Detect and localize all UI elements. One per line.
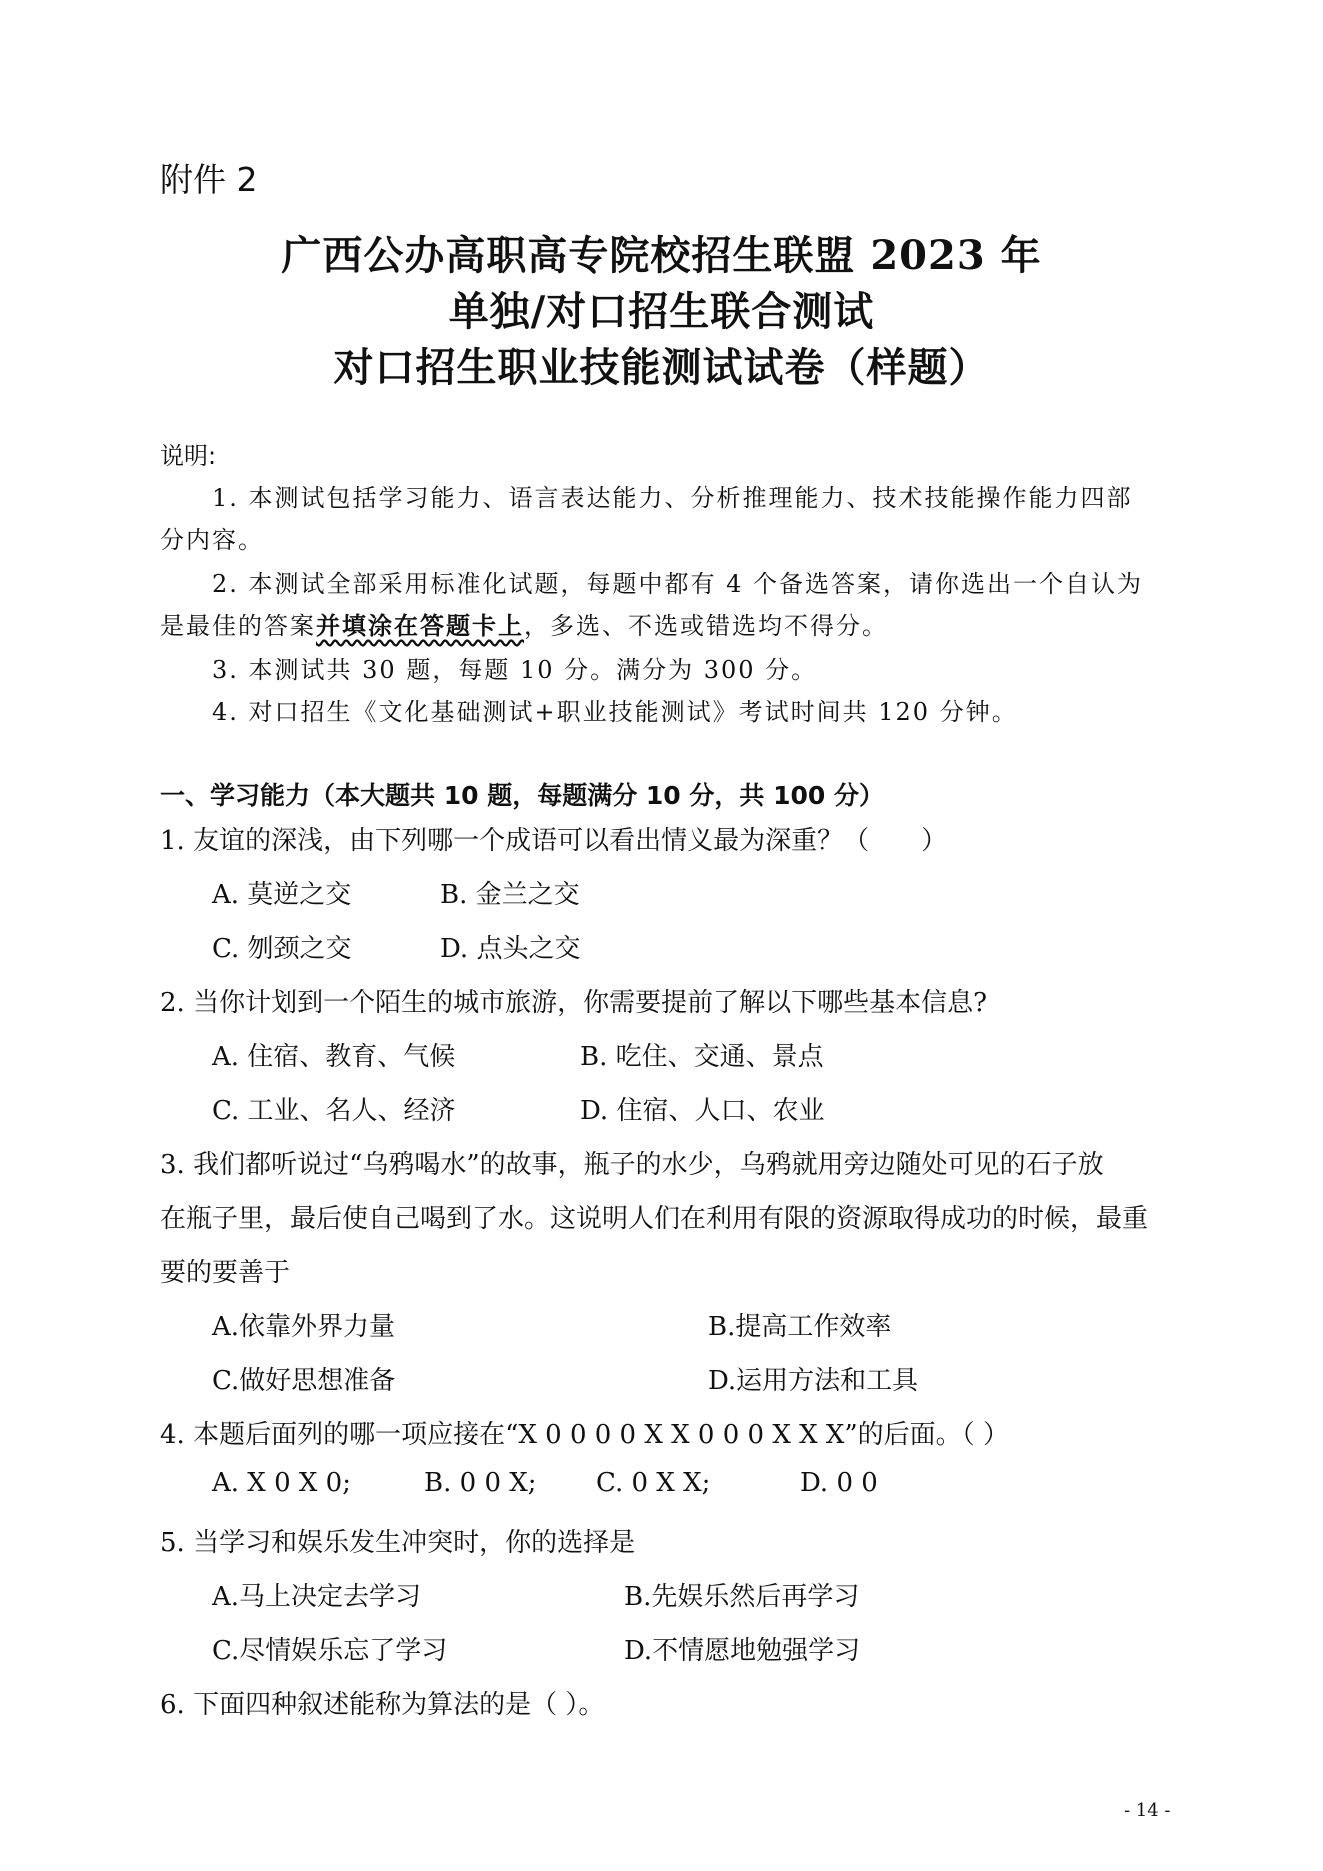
note-3: 3. 本测试共 30 题，每题 10 分。满分为 300 分。 bbox=[212, 656, 818, 684]
q4-option-c: C. 0 X X; bbox=[596, 1468, 711, 1498]
q3-option-d: D.运用方法和工具 bbox=[708, 1366, 919, 1396]
note-2-line-1: 2. 本测试全部采用标准化试题，每题中都有 4 个备选答案，请你选出一个自认为 bbox=[212, 570, 1144, 598]
section-1-heading: 一、学习能力（本大题共 10 题，每题满分 10 分，共 100 分） bbox=[160, 781, 884, 810]
note-2-emphasis: 并填涂在答题卡上 bbox=[316, 611, 524, 640]
q3-stem-line-1: 3. 我们都听说过“乌鸦喝水”的故事，瓶子的水少，乌鸦就用旁边随处可见的石子放 bbox=[160, 1150, 1104, 1180]
q2-option-c: C. 工业、名人、经济 bbox=[212, 1096, 456, 1126]
q3-option-b: B.提高工作效率 bbox=[708, 1312, 892, 1342]
q1-option-a: A. 莫逆之交 bbox=[212, 880, 352, 910]
q2-option-a: A. 住宿、教育、气候 bbox=[212, 1042, 456, 1072]
q4-stem: 4. 本题后面列的哪一项应接在“X 0 0 0 0 X X 0 0 0 X X X”的后面。（ ） bbox=[160, 1420, 1009, 1450]
q1-option-b: B. 金兰之交 bbox=[440, 880, 580, 910]
notes-heading: 说明: bbox=[160, 442, 217, 470]
q3-option-a: A.依靠外界力量 bbox=[212, 1312, 396, 1342]
q6-stem: 6. 下面四种叙述能称为算法的是（ ）。 bbox=[160, 1690, 605, 1720]
q2-stem: 2. 当你计划到一个陌生的城市旅游，你需要提前了解以下哪些基本信息? bbox=[160, 988, 988, 1018]
q1-option-d: D. 点头之交 bbox=[440, 934, 581, 964]
note-1-line-1: 1. 本测试包括学习能力、语言表达能力、分析推理能力、技术技能操作能力四部 bbox=[212, 484, 1133, 512]
q2-option-d: D. 住宿、人口、农业 bbox=[580, 1096, 825, 1126]
q5-option-d: D.不情愿地勉强学习 bbox=[624, 1636, 861, 1666]
q1-option-c: C. 刎颈之交 bbox=[212, 934, 352, 964]
note-2-text-post: ，多选、不选或错选均不得分。 bbox=[524, 612, 888, 640]
q2-option-b: B. 吃住、交通、景点 bbox=[580, 1042, 824, 1072]
note-2-line-2 bbox=[160, 606, 888, 641]
title-line-2: 单独/对口招生联合测试 bbox=[448, 288, 875, 335]
q5-option-a: A.马上决定去学习 bbox=[212, 1582, 422, 1612]
q5-option-c: C.尽情娱乐忘了学习 bbox=[212, 1636, 448, 1666]
title-line-1: 广西公办高职高专院校招生联盟 2023 年 bbox=[281, 232, 1042, 279]
q5-option-b: B.先娱乐然后再学习 bbox=[624, 1582, 860, 1612]
q3-option-c: C.做好思想准备 bbox=[212, 1366, 396, 1396]
page-number: - 14 - bbox=[1124, 1800, 1171, 1821]
title-line-3: 对口招生职业技能测试试卷（样题） bbox=[333, 344, 990, 391]
note-2-text-pre: 是最佳的答案 bbox=[160, 612, 316, 640]
q5-stem: 5. 当学习和娱乐发生冲突时，你的选择是 bbox=[160, 1528, 636, 1558]
q4-option-d: D. 0 0 bbox=[800, 1468, 878, 1498]
q3-stem-line-2: 在瓶子里，最后使自己喝到了水。这说明人们在利用有限的资源取得成功的时候，最重 bbox=[160, 1204, 1149, 1234]
note-4: 4. 对口招生《文化基础测试+职业技能测试》考试时间共 120 分钟。 bbox=[212, 698, 1018, 726]
q4-option-b: B. 0 0 X; bbox=[424, 1468, 537, 1498]
q1-stem: 1. 友谊的深浅，由下列哪一个成语可以看出情义最为深重？（ ） bbox=[160, 826, 948, 856]
q4-option-a: A. X 0 X 0; bbox=[212, 1468, 351, 1498]
attachment-label: 附件 2 bbox=[160, 160, 258, 199]
note-1-line-2: 分内容。 bbox=[160, 526, 264, 554]
q3-stem-line-3: 要的要善于 bbox=[160, 1258, 291, 1288]
